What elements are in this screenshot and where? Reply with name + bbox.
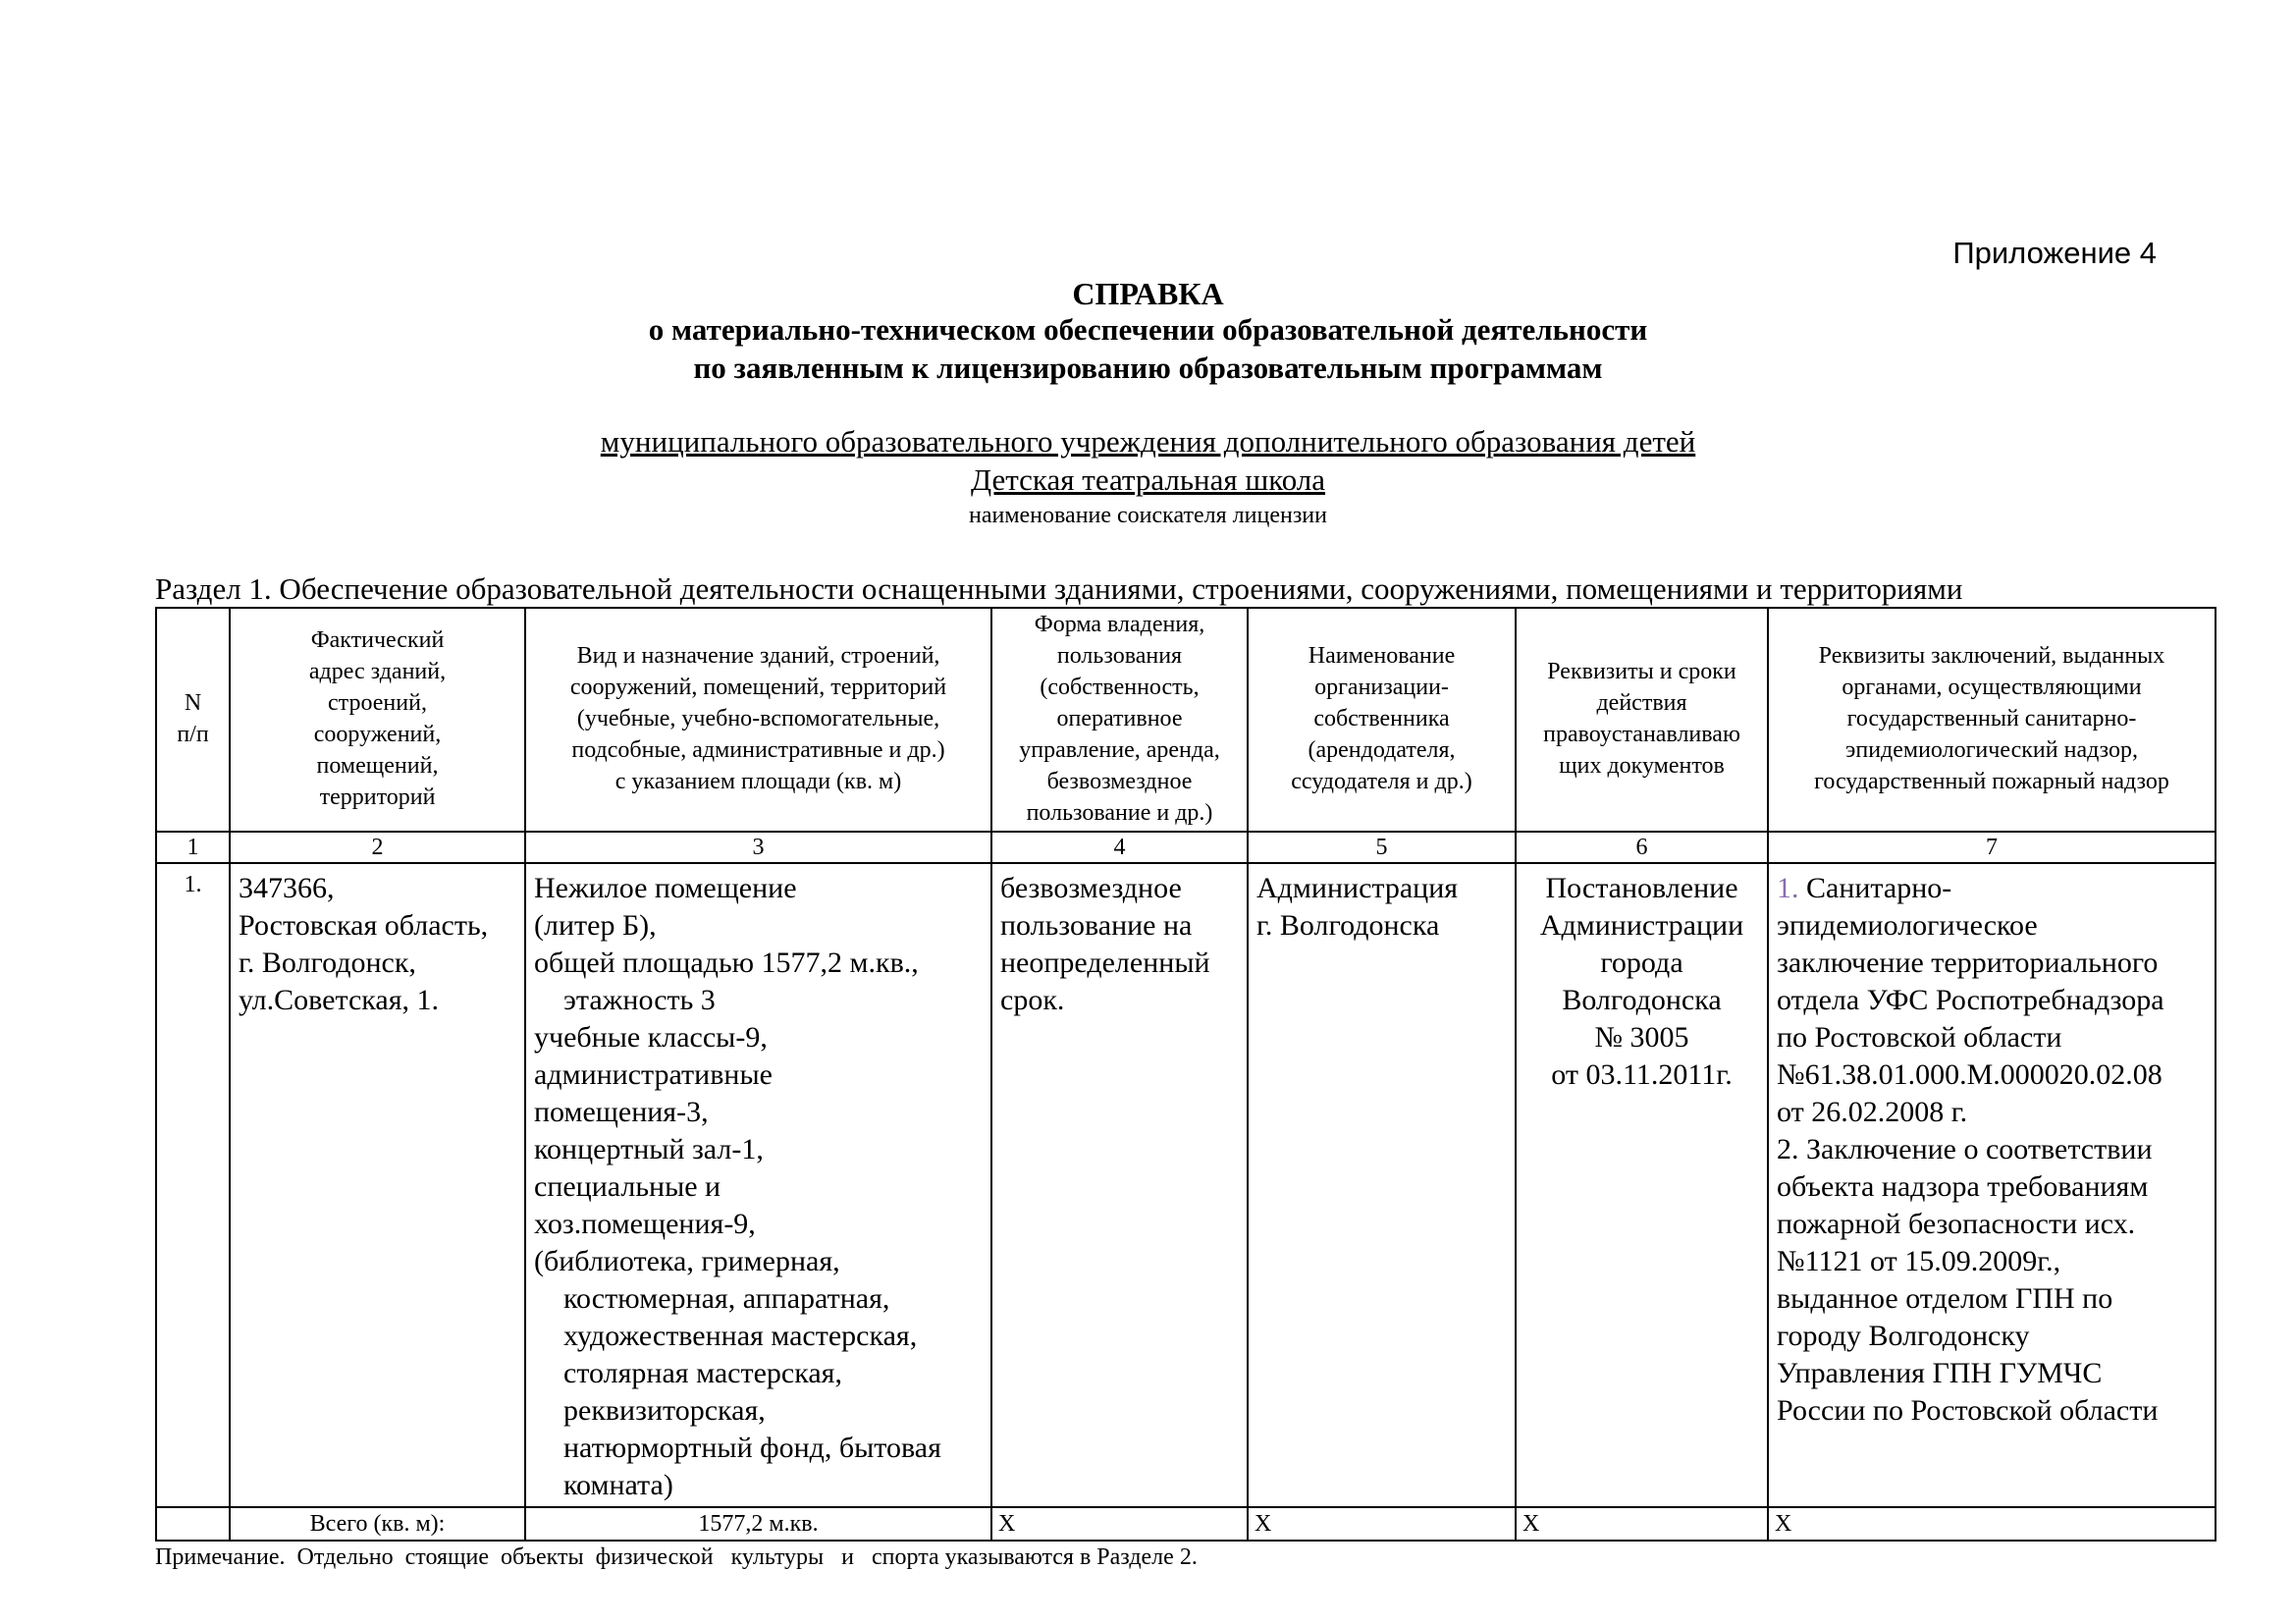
text-line: г. Волгодонск,: [239, 947, 416, 979]
conclusions-rest: [1777, 907, 2207, 1430]
text-line: органами, осуществляющими: [1842, 675, 2142, 701]
text-line: пользование и др.): [1026, 799, 1213, 826]
text-line: 347366,: [239, 872, 335, 904]
organization-name-line-2: Детская театральная школа: [970, 462, 1326, 497]
total-label: Всего (кв. м):: [230, 1507, 525, 1541]
column-number: 1: [156, 832, 230, 863]
text-line: выданное отделом ГПН по: [1777, 1282, 2113, 1315]
text-line: (собственность,: [1040, 675, 1200, 701]
text-line: административные: [534, 1058, 773, 1091]
conclusions-marker: 1.: [1777, 872, 1799, 904]
text-line: Нежилое помещение: [534, 872, 797, 904]
text-line: (литер Б),: [534, 909, 657, 942]
text-line: пожарной безопасности исх.: [1777, 1208, 2136, 1240]
text-line: (библиотека, гримерная,: [534, 1245, 840, 1277]
text-line: Фактический: [310, 627, 445, 654]
text-line: государственный пожарный надзор: [1814, 768, 2169, 794]
text-line: по Ростовской области: [1777, 1021, 2062, 1054]
header-documents: [1516, 608, 1768, 832]
section-title: Раздел 1. Обеспечение образовательной деятельности оснащенными зданиями, строениями, сооружениями, помещениями и территориями: [155, 571, 1963, 606]
text-line: адрес зданий,: [308, 659, 447, 685]
text-line: помещений,: [316, 752, 439, 779]
text-line: концертный зал-1,: [534, 1133, 764, 1165]
footnote: Примечание. Отдельно стоящие объекты физической культуры и спорта указываются в Разделе 2.: [155, 1544, 1198, 1570]
text-line: помещения-3,: [534, 1096, 709, 1128]
text-line: (арендодателя,: [1308, 736, 1456, 763]
text-line: художественная мастерская,: [563, 1320, 918, 1352]
text-line: костюмерная, аппаратная,: [563, 1282, 890, 1315]
text-line: натюрмортный фонд, бытовая: [563, 1432, 941, 1464]
text-line: Администрации: [1539, 909, 1744, 942]
column-number: 4: [991, 832, 1248, 863]
text-line: специальные и: [534, 1170, 721, 1203]
text-line: организации-: [1314, 675, 1449, 701]
header-ownership: [991, 608, 1248, 832]
column-number: 7: [1768, 832, 2216, 863]
header-number: [156, 608, 230, 832]
row-number: 1.: [156, 863, 230, 1507]
inspection-conclusions: [1768, 863, 2216, 1507]
text-line: управление, аренда,: [1019, 736, 1220, 763]
facilities-table: [155, 607, 2216, 1542]
column-numbers-row: [156, 832, 2216, 863]
table-row: [156, 863, 2216, 1507]
total-row: [156, 1507, 2216, 1541]
text-line: № 3005: [1594, 1021, 1689, 1054]
column-number: 5: [1248, 832, 1516, 863]
text-line: подсобные, административные и др.): [571, 736, 945, 763]
text-line: ссудодателя и др.): [1291, 768, 1472, 794]
organization-caption: наименование соискателя лицензии: [969, 503, 1327, 528]
total-empty-cell: [156, 1507, 230, 1541]
text-line: заключение территориального: [1777, 947, 2159, 979]
document-title: СПРАВКА: [1072, 276, 1224, 311]
text-line: учебные классы-9,: [534, 1021, 768, 1054]
text-line: (учебные, учебно-вспомогательные,: [576, 706, 940, 732]
column-number: 2: [230, 832, 525, 863]
text-line: п/п: [177, 722, 209, 747]
facility-purpose: [525, 863, 991, 1507]
column-number: 6: [1516, 832, 1768, 863]
text-line: России по Ростовской области: [1777, 1394, 2159, 1427]
organization-name-line-1: муниципального образовательного учреждения дополнительного образования детей: [600, 424, 1696, 459]
header-conclusions: [1768, 608, 2216, 832]
facility-address: [230, 863, 525, 1507]
text-line: общей площадью 1577,2 м.кв.,: [534, 947, 919, 979]
text-line: сооружений,: [313, 722, 442, 747]
text-line: Ростовская область,: [239, 909, 489, 942]
header-owner: [1248, 608, 1516, 832]
text-line: этажность 3: [563, 984, 716, 1016]
text-line: Постановление: [1545, 872, 1738, 904]
text-line: территорий: [319, 784, 436, 810]
document-subtitle-line-2: по заявленным к лицензированию образовательным программам: [693, 351, 1603, 385]
text-line: города: [1600, 947, 1683, 979]
conclusions-first-line: 1. Санитарно-: [1777, 872, 1952, 904]
text-line: Реквизиты заключений, выданных: [1818, 643, 2165, 670]
total-x: Х: [1248, 1507, 1516, 1541]
text-line: объекта надзора требованиям: [1777, 1170, 2149, 1203]
text-line: №61.38.01.000.М.000020.02.08: [1777, 1058, 2163, 1091]
text-line: с указанием площади (кв. м): [614, 768, 902, 794]
owner-organization: [1248, 863, 1516, 1507]
text-line: реквизиторская,: [563, 1394, 766, 1427]
text-line: эпидемиологический надзор,: [1845, 736, 2138, 763]
total-x: Х: [1768, 1507, 2216, 1541]
text-line: эпидемиологическое: [1777, 909, 2038, 942]
total-x: Х: [1516, 1507, 1768, 1541]
text-line: 2. Заключение о соответствии: [1777, 1133, 2153, 1165]
text-line: Вид и назначение зданий, строений,: [576, 643, 940, 670]
text-line: безвозмездное: [1000, 872, 1182, 904]
text-line: г. Волгодонска: [1256, 909, 1440, 942]
text-line: пользование на: [1000, 909, 1193, 942]
text-line: Реквизиты и сроки: [1547, 659, 1736, 685]
total-area: 1577,2 м.кв.: [525, 1507, 991, 1541]
text-line: Волгодонска: [1562, 984, 1722, 1016]
text-line: безвозмездное: [1046, 768, 1193, 794]
text-line: неопределенный: [1000, 947, 1210, 979]
appendix-label: Приложение 4: [1952, 236, 2157, 270]
column-number: 3: [525, 832, 991, 863]
text-line: пользования: [1056, 643, 1183, 670]
text-line: Наименование: [1308, 643, 1456, 670]
text-line: от 26.02.2008 г.: [1777, 1096, 1968, 1128]
text-line: действия: [1596, 690, 1687, 717]
text-line: комната): [563, 1469, 673, 1501]
text-line: собственника: [1313, 706, 1450, 732]
title-documents: [1516, 863, 1768, 1507]
text-line: №1121 от 15.09.2009г.,: [1777, 1245, 2061, 1277]
text-line: отдела УФС Роспотребнадзора: [1777, 984, 2164, 1016]
text-line: Форма владения,: [1034, 612, 1205, 638]
text-line: строений,: [328, 690, 427, 717]
text-line: щих документов: [1559, 752, 1725, 779]
total-x: Х: [991, 1507, 1248, 1541]
document-subtitle-line-1: о материально-техническом обеспечении образовательной деятельности: [648, 312, 1648, 347]
text-line: Администрация: [1256, 872, 1459, 904]
table-header-row: [156, 608, 2216, 832]
text-line: городу Волгодонску: [1777, 1320, 2030, 1352]
text-line: государственный санитарно-: [1846, 706, 2137, 732]
text-line: столярная мастерская,: [563, 1357, 842, 1389]
text-line: оперативное: [1056, 706, 1183, 732]
text-line: Управления ГПН ГУМЧС: [1777, 1357, 2103, 1389]
text-line: от 03.11.2011г.: [1551, 1058, 1733, 1091]
text-line: срок.: [1000, 984, 1065, 1016]
text-line: правоустанавливаю: [1543, 722, 1740, 747]
text-line: N: [184, 690, 202, 717]
header-purpose: [525, 608, 991, 832]
header-address: [230, 608, 525, 832]
text-line: хоз.помещения-9,: [534, 1208, 756, 1240]
text-line: ул.Советская, 1.: [239, 984, 439, 1016]
text-line: сооружений, помещений, территорий: [569, 675, 947, 701]
ownership-form: [991, 863, 1248, 1507]
